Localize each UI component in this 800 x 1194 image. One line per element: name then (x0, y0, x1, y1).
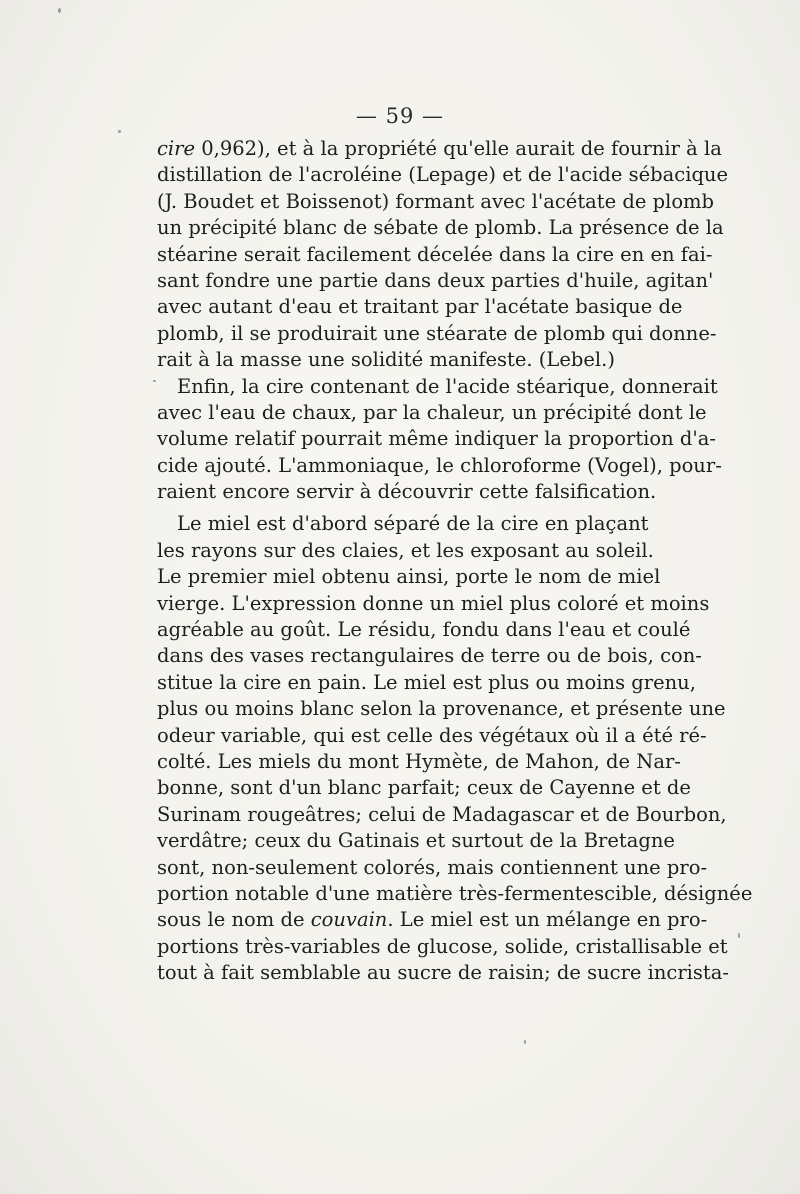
text-run: avec l'eau de chaux, par la chaleur, un précipité dont le (157, 400, 707, 424)
italic-text: cire (157, 137, 196, 160)
paper-speck (58, 8, 61, 13)
text-run: stéarine serait facilement décelée dans la cire en en fai- (157, 242, 713, 266)
text-run: avec autant d'eau et traitant par l'acétate basique de (157, 295, 683, 319)
text-run: dans des vases rectangulaires de terre ou de bois, con- (157, 644, 702, 668)
text-line (157, 643, 702, 669)
text-line (157, 855, 708, 881)
text-run: . Le miel est un mélange en pro- (387, 908, 708, 932)
text-run: distillation de l'acroléine (Lepage) et de l'acide sébacique (157, 163, 729, 187)
text-line (157, 189, 715, 215)
text-line (157, 268, 714, 294)
text-line (157, 591, 710, 617)
paper-speck (524, 1040, 526, 1044)
text-line (157, 215, 724, 241)
text-line (157, 881, 753, 907)
italic-text: couvain (310, 908, 388, 932)
text-run: agréable au goût. Le résidu, fondu dans l'eau et coulé (157, 618, 691, 642)
paper-speck (118, 130, 121, 133)
text-line (157, 802, 727, 828)
text-line (157, 511, 647, 537)
page-number: — 59 — (355, 104, 445, 128)
text-line (157, 775, 691, 801)
paper-speck (738, 933, 740, 938)
text-line (157, 453, 722, 479)
text-run: verdâtre; ceux du Gatinais et surtout de la Bretagne (157, 829, 675, 853)
text-run: colté. Les miels du mont Hymète, de Mahon, de Nar- (157, 749, 681, 773)
text-run: sous le nom de (157, 908, 311, 932)
text-line (157, 538, 654, 564)
paragraph (157, 374, 722, 506)
text-line (157, 479, 657, 505)
text-line (157, 564, 661, 590)
text-line (157, 136, 722, 162)
text-run: tout à fait semblable au sucre de raisin; de sucre incrista- (157, 961, 729, 985)
text-run: bonne, sont d'un blanc parfait; ceux de Cayenne et de (157, 776, 691, 800)
text-line (157, 617, 691, 643)
text-run: (J. Boudet et Boissenot) formant avec l'acétate de plomb (157, 189, 715, 213)
text-line (157, 162, 729, 188)
text-run: sant fondre une partie dans deux parties d'huile, agitan' (157, 268, 714, 292)
text-line (157, 907, 708, 933)
text-line (157, 934, 728, 960)
text-run: cide ajouté. L'ammoniaque, le chloroforme (Vogel), pour- (157, 453, 722, 477)
text-run: Enfin, la cire contenant de l'acide stéarique, donnerait (177, 374, 718, 398)
text-run: rait à la masse une solidité manifeste. (Lebel.) (157, 348, 615, 372)
text-run: les rayons sur des claies, et les exposant au soleil. (157, 538, 654, 562)
text-run: stitue la cire en pain. Le miel est plus ou moins grenu, (157, 670, 696, 694)
text-run: plus ou moins blanc selon la provenance, et présente une (157, 697, 726, 721)
text-run: sont, non-seulement colorés, mais contiennent une pro- (157, 855, 708, 879)
text-run: odeur variable, qui est celle des végétaux où il a été ré- (157, 723, 707, 747)
text-run: Le premier miel obtenu ainsi, porte le nom de miel (157, 565, 661, 589)
text-line (157, 400, 707, 426)
text-line (157, 749, 681, 775)
text-run: Surinam rougeâtres; celui de Madagascar et de Bourbon, (157, 802, 727, 826)
text-line (157, 670, 696, 696)
text-line (157, 723, 707, 749)
text-run: Le miel est d'abord séparé de la cire en plaçant (177, 512, 649, 536)
text-run: portions très-variables de glucose, solide, cristallisable et (157, 934, 728, 958)
paragraph (157, 511, 753, 986)
text-run: un précipité blanc de sébate de plomb. La présence de la (157, 216, 724, 240)
paragraph (157, 136, 729, 374)
body-text (157, 136, 753, 987)
text-run: volume relatif pourrait même indiquer la proportion d'a- (157, 427, 716, 451)
text-line (157, 374, 718, 400)
text-run: vierge. L'expression donne un miel plus coloré et moins (157, 591, 710, 615)
text-run: 0,962), et à la propriété qu'elle aurait de fournir à la (195, 137, 722, 160)
text-run: plomb, il se produirait une stéarate de plomb qui donne- (157, 321, 717, 345)
text-line (157, 242, 713, 268)
paper-speck (153, 380, 156, 382)
text-line (157, 426, 716, 452)
text-line (157, 347, 647, 373)
text-run: raient encore servir à découvrir cette falsification. (157, 480, 657, 504)
text-line (157, 696, 726, 722)
text-line (157, 828, 675, 854)
text-run: portion notable d'une matière très-fermentescible, désignée (157, 881, 753, 905)
text-line (157, 960, 729, 986)
text-line (157, 321, 717, 347)
text-line (157, 294, 683, 320)
